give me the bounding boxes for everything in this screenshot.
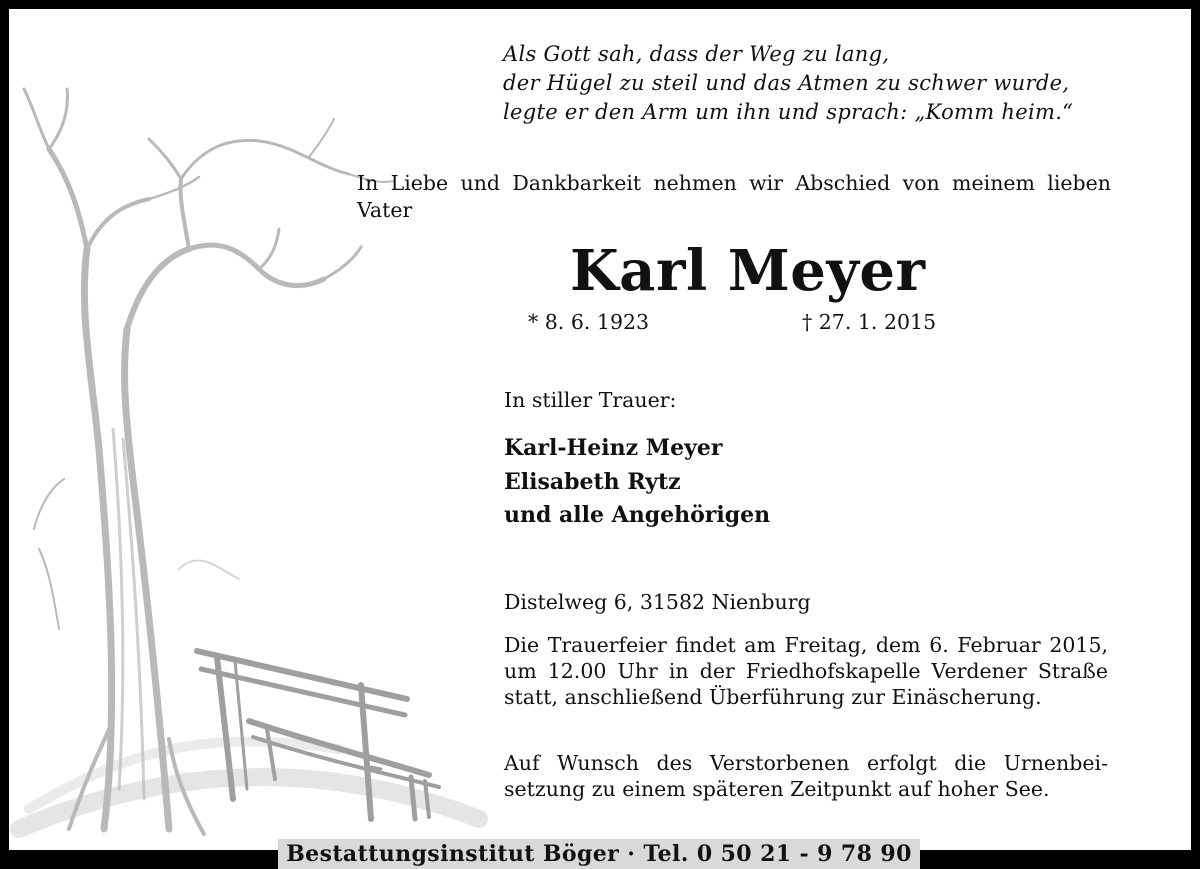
poem-line-2: der Hügel zu steil und das Atmen zu schwer wurde,	[503, 71, 1070, 95]
intro-text: In Liebe und Dankbarkeit nehmen wir Abschied von meinem lieben Vater	[357, 171, 1111, 222]
birth-date: * 8. 6. 1923	[528, 310, 650, 334]
deceased-name: Karl Meyer	[570, 238, 926, 304]
address: Distelweg 6, 31582 Nienburg	[504, 590, 811, 614]
mourners-list	[504, 432, 770, 533]
poem-line-1: Als Gott sah, dass der Weg zu lang,	[503, 42, 890, 66]
funeral-home-banner	[278, 839, 920, 869]
tree-bench-sketch	[9, 9, 489, 849]
poem	[503, 40, 1143, 127]
death-date: † 27. 1. 2015	[802, 310, 937, 334]
mourner: Elisabeth Rytz	[504, 468, 681, 495]
urn-paragraph: Auf Wunsch des Verstorbenen erfolgt die Urnenbeisetzung zu einem späteren Zeitpunkt auf hoher See.	[504, 751, 1108, 801]
funeral-home-contact: Bestattungsinstitut Böger · Tel. 0 50 21 - 9 78 90	[286, 841, 912, 867]
mourning-label: In stiller Trauer:	[504, 388, 677, 412]
mourner: und alle Angehörigen	[504, 502, 771, 528]
poem-line-3: legte er den Arm um ihn und sprach: „Komm heim.“	[503, 100, 1074, 124]
mourner: Karl-Heinz Meyer	[504, 435, 723, 461]
funeral-paragraph: Die Trauerfeier findet am Freitag, dem 6. Februar 2015, um 12.00 Uhr in der Friedhofskapelle Verdener Straße statt, anschließend Überführung zur Einäscherung.	[504, 633, 1108, 709]
